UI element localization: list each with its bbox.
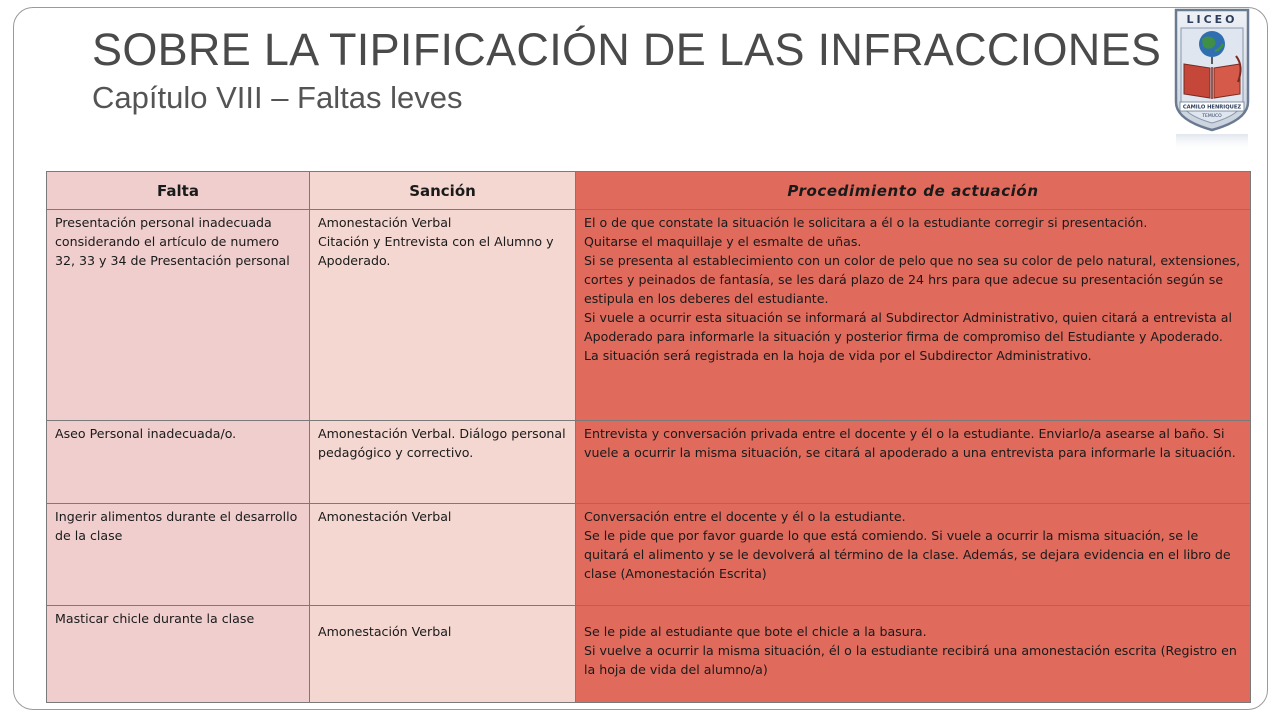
table-header-row <box>47 172 1251 210</box>
falta-cell: Ingerir alimentos durante el desarrollo de la clase <box>47 504 310 606</box>
sancion-line: Amonestación Verbal <box>318 509 452 524</box>
logo-city-text: TEMUCO <box>1202 114 1222 119</box>
header-sancion: Sanción <box>310 172 576 210</box>
logo-bottom-text: CAMILO HENRIQUEZ <box>1182 104 1242 111</box>
procedimiento-line: Si vuelve a ocurrir la misma situación, él o la estudiante recibirá una amonestación escrita (Registro en la hoja de vida del alumno/a) <box>584 643 1237 677</box>
sancion-cell <box>310 606 576 703</box>
sancion-cell <box>310 421 576 504</box>
sancion-line: Amonestación Verbal. Diálogo personal pedagógico y correctivo. <box>318 426 566 460</box>
falta-cell: Masticar chicle durante la clase <box>47 606 310 703</box>
header-procedimiento: Procedimiento de actuación <box>576 172 1251 210</box>
procedimiento-line: El o de que constate la situación le solicitara a él o la estudiante corregir si presentación. <box>584 215 1148 230</box>
slide-subtitle: Capítulo VIII – Faltas leves <box>92 80 463 115</box>
sancion-line: Citación y Entrevista con el Alumno y Apoderado. <box>318 234 554 268</box>
procedimiento-line: Se le pide que por favor guarde lo que está comiendo. Si vuele a ocurrir la misma situación, se le quitará el alimento y se le devolverá al término de la clase. Además, se dejara evidencia en el libro de clase (Amonestación Escrita) <box>584 528 1231 581</box>
procedimiento-line: La situación será registrada en la hoja de vida por el Subdirector Administrativo. <box>584 348 1092 363</box>
procedimiento-line: Conversación entre el docente y él o la estudiante. <box>584 509 906 524</box>
logo-top-text: LICEO <box>1186 13 1238 26</box>
table-row <box>47 606 1251 703</box>
infractions-table <box>46 171 1251 703</box>
sancion-cell <box>310 504 576 606</box>
sancion-line: Amonestación Verbal <box>318 624 452 639</box>
table-row <box>47 504 1251 606</box>
procedimiento-line: Si vuele a ocurrir esta situación se informará al Subdirector Administrativo, quien citará a entrevista al Apoderado para informarle la situación y posterior firma de compromiso del Estudiante y Apoderado. <box>584 310 1232 344</box>
table-row <box>47 421 1251 504</box>
procedimiento-line: Entrevista y conversación privada entre el docente y él o la estudiante. Enviarlo/a asearse al baño. Si vuele a ocurrir la misma situación, se citará al apoderado a una entrevista para informarle la situación. <box>584 426 1236 460</box>
procedimiento-line: Si se presenta al establecimiento con un color de pelo que no sea su color de pelo natural, extensiones, cortes y peinados de fantasía, se les dará plazo de 24 hrs para que adecue su presentación según se estipula en los deberes del estudiante. <box>584 253 1241 306</box>
procedimiento-line: Se le pide al estudiante que bote el chicle a la basura. <box>584 624 927 639</box>
procedimiento-cell <box>576 210 1251 421</box>
sancion-line: Amonestación Verbal <box>318 215 452 230</box>
table-row <box>47 210 1251 421</box>
header-falta: Falta <box>47 172 310 210</box>
procedimiento-line: Quitarse el maquillaje y el esmalte de uñas. <box>584 234 862 249</box>
falta-cell: Aseo Personal inadecuada/o. <box>47 421 310 504</box>
slide-title: SOBRE LA TIPIFICACIÓN DE LAS INFRACCIONES <box>92 24 1162 75</box>
falta-cell: Presentación personal inadecuada considerando el artículo de numero 32, 33 y 34 de Presentación personal <box>47 210 310 421</box>
sancion-cell <box>310 210 576 421</box>
procedimiento-cell <box>576 421 1251 504</box>
procedimiento-cell <box>576 504 1251 606</box>
school-crest-icon <box>1172 6 1252 152</box>
procedimiento-cell <box>576 606 1251 703</box>
